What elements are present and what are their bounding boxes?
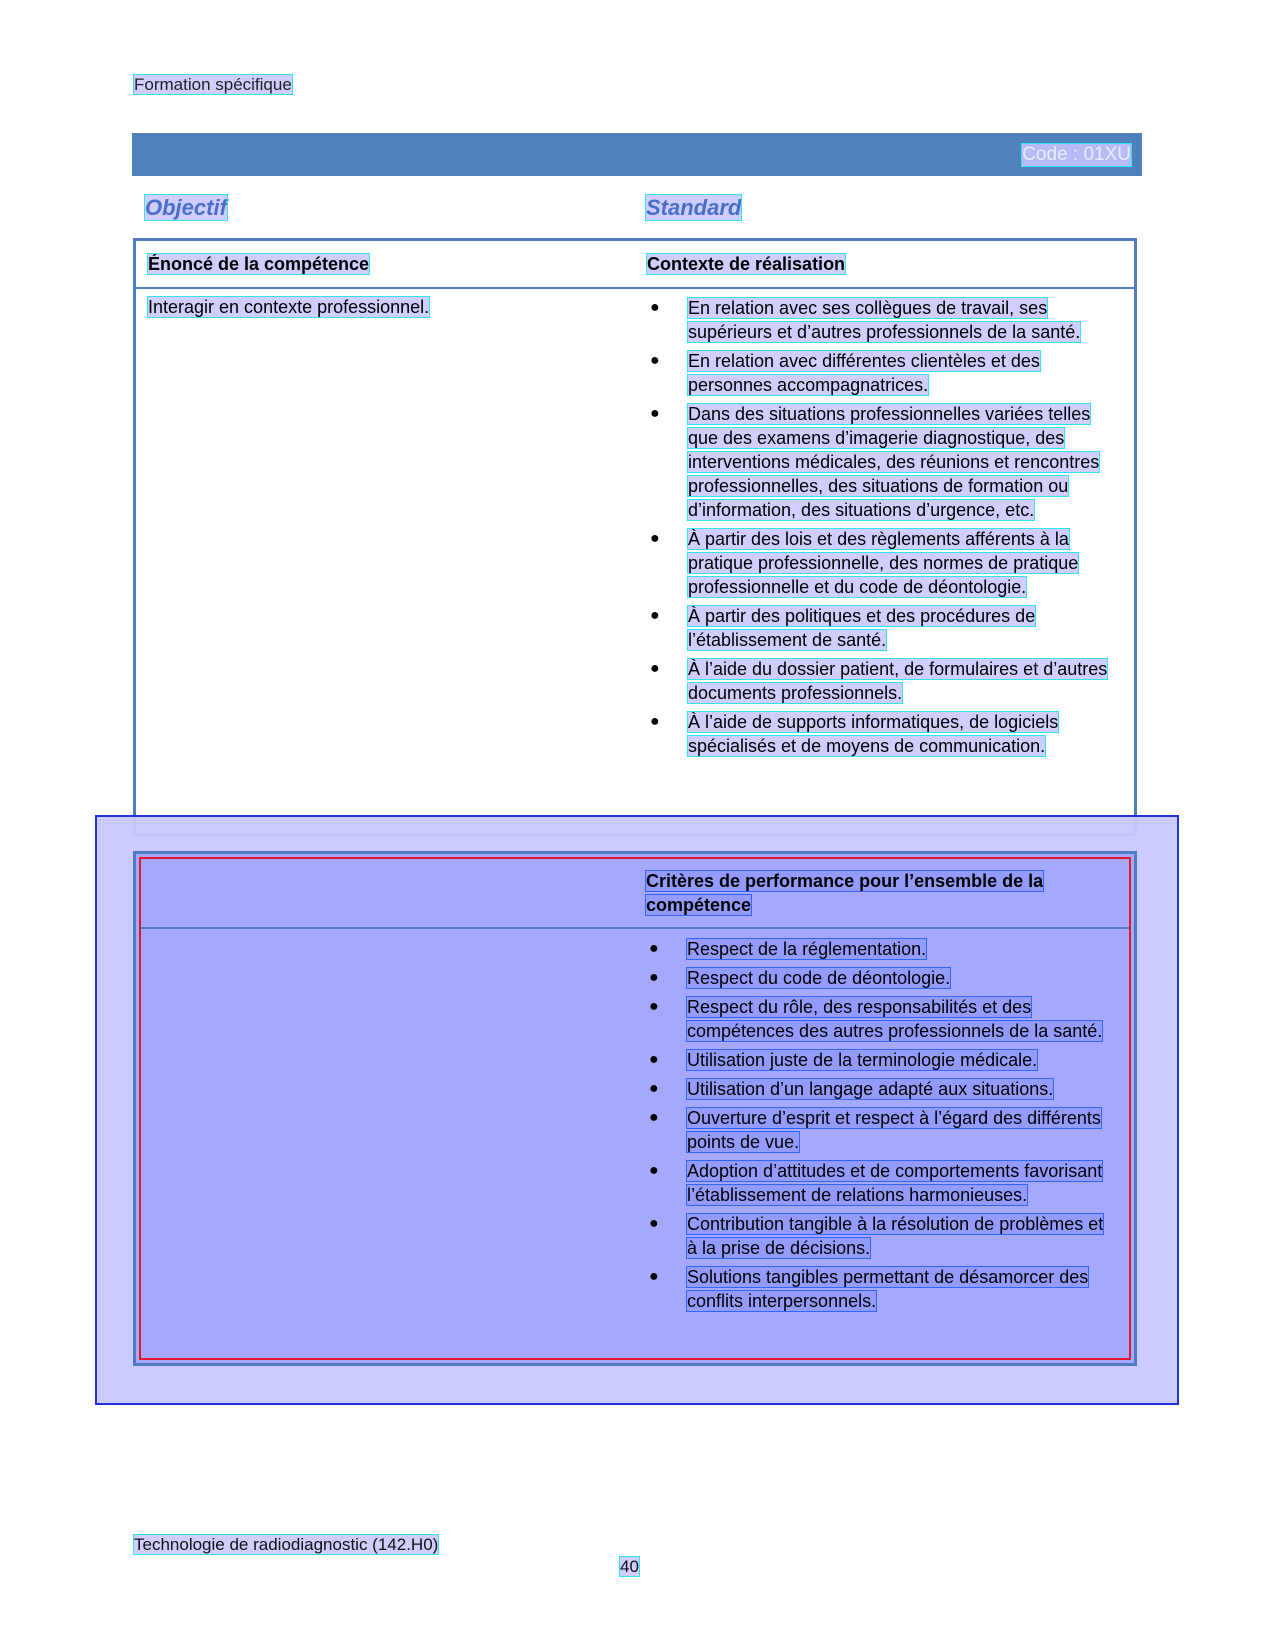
list-item (647, 296, 1117, 344)
page-number (620, 1557, 639, 1577)
page-header (134, 75, 292, 95)
list-item (646, 1212, 1116, 1260)
objectif-label (145, 195, 645, 221)
program-title: Technologie de radiodiagnostic (142.H0) (134, 1535, 439, 1554)
criteria-item-text: Respect du rôle, des responsabilités et des compétences des autres professionnels de la santé. (687, 997, 1103, 1041)
criteria-item-text: Contribution tangible à la résolution de problèmes et à la prise de décisions. (687, 1214, 1104, 1258)
bullet-icon: ● (649, 940, 659, 957)
code-bar (132, 133, 1142, 176)
page-footer (134, 1535, 438, 1555)
list-item (646, 995, 1116, 1043)
bullet-icon: ● (650, 660, 660, 677)
bullet-icon: ● (650, 405, 660, 422)
context-heading (647, 254, 845, 275)
list-item (646, 1106, 1116, 1154)
criteria-item-text: Solutions tangibles permettant de désamorcer des conflits interpersonnels. (687, 1267, 1089, 1311)
bullet-icon: ● (650, 299, 660, 316)
context-heading-text: Contexte de réalisation (647, 254, 846, 274)
bullet-icon: ● (649, 1051, 659, 1068)
bullet-icon: ● (649, 1080, 659, 1097)
criteria-item-text: Respect du code de déontologie. (687, 968, 951, 988)
bullet-icon: ● (650, 607, 660, 624)
context-item-text: À partir des politiques et des procédures de l’établissement de santé. (688, 606, 1036, 650)
competency-code: Code : 01XU (1022, 144, 1131, 165)
criteria-header-row (141, 859, 1129, 929)
list-item (646, 1048, 1116, 1072)
criteria-item-text: Respect de la réglementation. (687, 939, 927, 959)
context-item-text: Dans des situations professionnelles variées telles que des examens d’imagerie diagnostique, des interventions médicales, des réunions et rencontres professionnelles, des situations de formation ou d’information, des situations d’urgence, etc. (688, 404, 1100, 520)
page-header-text: Formation spécifique (134, 75, 292, 94)
criteria-table (133, 851, 1137, 1366)
competence-statement (148, 297, 638, 318)
bullet-icon: ● (650, 713, 660, 730)
list-item (646, 966, 1116, 990)
bullet-icon: ● (649, 969, 659, 986)
standard-label-text: Standard (646, 195, 742, 220)
context-header-row (136, 241, 1134, 289)
list-item (647, 527, 1117, 599)
list-item (646, 937, 1116, 961)
context-item-text: À partir des lois et des règlements afférents à la pratique professionnelle, des normes de pratique professionnelle et du code de déontologie. (688, 529, 1079, 597)
bullet-icon: ● (649, 1162, 659, 1179)
list-item (646, 1265, 1116, 1313)
context-item-text: En relation avec ses collègues de travail, ses supérieurs et d’autres professionnels de la santé. (688, 298, 1081, 342)
list-item (647, 657, 1117, 705)
standard-label (646, 195, 741, 221)
bullet-icon: ● (649, 998, 659, 1015)
bullet-icon: ● (650, 352, 660, 369)
criteria-heading-text: Critères de performance pour l’ensemble de la compétence (646, 871, 1044, 915)
competence-heading (148, 254, 618, 275)
context-table (133, 238, 1137, 836)
bullet-icon: ● (650, 530, 660, 547)
bullet-icon: ● (649, 1268, 659, 1285)
page-number-text: 40 (620, 1557, 639, 1576)
criteria-item-text: Adoption d’attitudes et de comportements favorisant l’établissement de relations harmonieuses. (687, 1161, 1103, 1205)
criteria-item-text: Utilisation juste de la terminologie médicale. (687, 1050, 1038, 1070)
competence-statement-text: Interagir en contexte professionnel. (148, 297, 430, 317)
bullet-icon: ● (649, 1215, 659, 1232)
list-item (646, 1159, 1116, 1207)
context-item-text: À l’aide de supports informatiques, de logiciels spécialisés et de moyens de communication. (688, 712, 1059, 756)
context-item-text: À l’aide du dossier patient, de formulaires et d’autres documents professionnels. (688, 659, 1108, 703)
list-item (647, 402, 1117, 522)
list-item (646, 1077, 1116, 1101)
criteria-heading (646, 869, 1106, 917)
list-item (647, 710, 1117, 758)
criteria-item-text: Ouverture d’esprit et respect à l’égard des différents points de vue. (687, 1108, 1101, 1152)
context-list (647, 296, 1117, 763)
objectif-label-text: Objectif (145, 195, 227, 220)
criteria-item-text: Utilisation d’un langage adapté aux situations. (687, 1079, 1054, 1099)
competence-heading-text: Énoncé de la compétence (148, 254, 370, 274)
criteria-selection-frame (139, 857, 1131, 1360)
context-item-text: En relation avec différentes clientèles et des personnes accompagnatrices. (688, 351, 1040, 395)
list-item (647, 349, 1117, 397)
criteria-list (646, 937, 1116, 1318)
bullet-icon: ● (649, 1109, 659, 1126)
list-item (647, 604, 1117, 652)
